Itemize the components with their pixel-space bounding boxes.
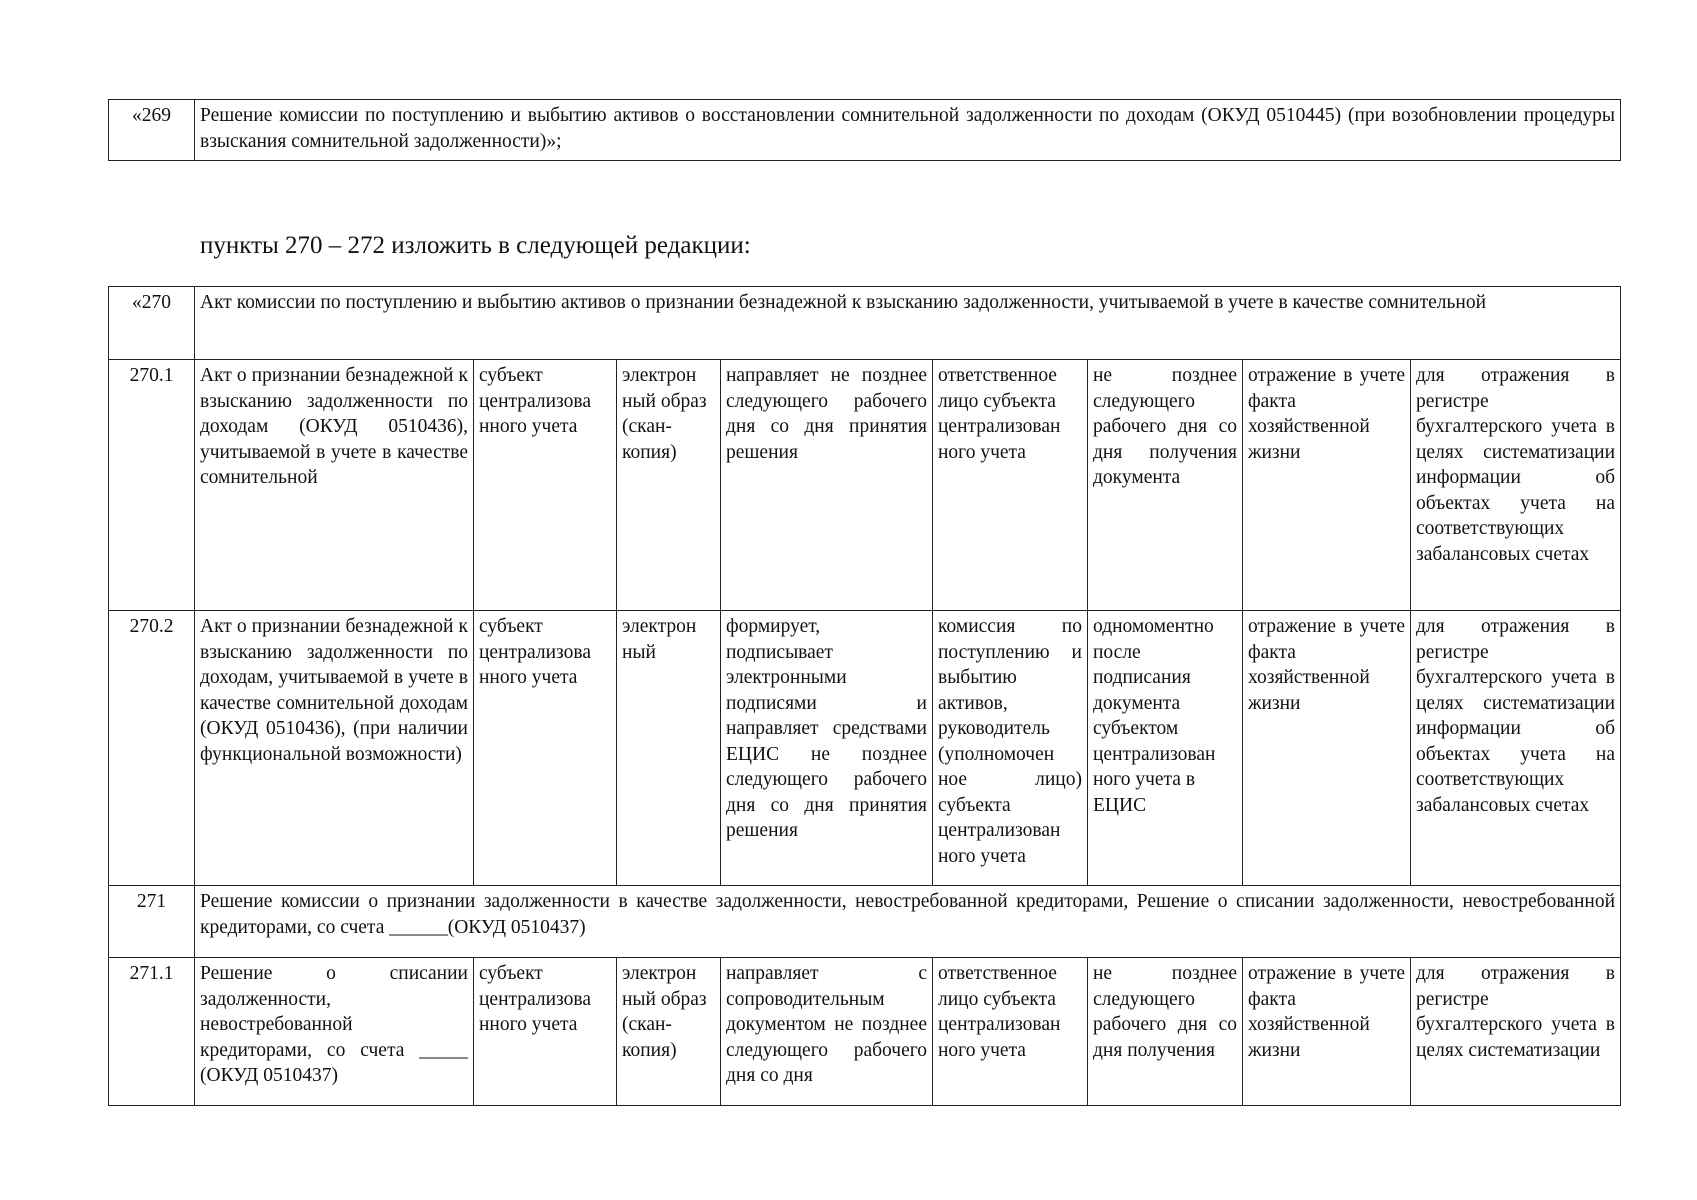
responsible-entity-cell: субъект централизова нного учета [474,611,617,886]
purpose-cell: для отражения в регистре бухгалтерского учета в целях систематизации информации об объектах учета на соответствующих забалансовых счетах [1411,611,1621,886]
recipient-cell: комиссия по поступлению и выбытию активов, руководитель (уполномочен ное лицо) субъекта централизован ного учета [933,611,1088,886]
item-number: 270.2 [109,611,195,886]
operation-cell: отражение в учете факта хозяйственной жизни [1243,360,1411,611]
amendment-intro: пункты 270 – 272 изложить в следующей редакции: [200,232,751,259]
table-row-269 [109,100,1621,161]
operation-cell: отражение в учете факта хозяйственной жизни [1243,611,1411,886]
recipient-cell: ответственное лицо субъекта централизован ного учета [933,958,1088,1106]
operation-cell: отражение в учете факта хозяйственной жизни [1243,958,1411,1106]
document-form-cell: электрон ный образ (скан-копия) [617,958,721,1106]
item-number: «269 [109,100,195,161]
item-description: Решение комиссии по поступлению и выбытию активов о восстановлении сомнительной задолженности по доходам (ОКУД 0510445) (при возобновлении процедуры взыскания сомнительной задолженности)»; [195,100,1621,161]
action-cell: направляет с сопроводительным документом не позднее следующего рабочего дня со дня [721,958,933,1106]
purpose-cell: для отражения в регистре бухгалтерского учета в целях систематизации [1411,958,1621,1106]
document-form-cell: электрон ный [617,611,721,886]
responsible-entity-cell: субъект централизова нного учета [474,360,617,611]
document-name-cell: Решение о списании задолженности, невостребованной кредиторами, со счета _____ (ОКУД 0510437) [195,958,474,1106]
item-number: 271.1 [109,958,195,1106]
recipient-cell: ответственное лицо субъекта централизован ного учета [933,360,1088,611]
deadline-cell: не позднее следующего рабочего дня со дня получения [1088,958,1243,1106]
item-number: «270 [109,287,195,360]
deadline-cell: не позднее следующего рабочего дня со дня получения документа [1088,360,1243,611]
item-number: 271 [109,886,195,958]
table-row-270-1 [109,360,1621,611]
table-row-271-1 [109,958,1621,1106]
action-cell: направляет не позднее следующего рабочего дня со дня принятия решения [721,360,933,611]
deadline-cell: одномоментно после подписания документа субъектом централизован ного учета в ЕЦИС [1088,611,1243,886]
table-row-270-2 [109,611,1621,886]
document-form-cell: электрон ный образ (скан-копия) [617,360,721,611]
table-items-270-271 [108,286,1621,1106]
table-item-269 [108,99,1621,161]
item-description: Решение комиссии о признании задолженности в качестве задолженности, невостребованной кредиторами, Решение о списании задолженности, невостребованной кредиторами, со счета ______(ОКУД 0510437) [195,886,1621,958]
document-name-cell: Акт о признании безнадежной к взысканию задолженности по доходам, учитываемой в учете в качестве сомнительной доходам (ОКУД 0510436), (при наличии функциональной возможности) [195,611,474,886]
responsible-entity-cell: субъект централизова нного учета [474,958,617,1106]
document-name-cell: Акт о признании безнадежной к взысканию задолженности по доходам (ОКУД 0510436), учитываемой в учете в качестве сомнительной [195,360,474,611]
item-description: Акт комиссии по поступлению и выбытию активов о признании безнадежной к взысканию задолженности, учитываемой в учете в качестве сомнительной [195,287,1621,360]
item-number: 270.1 [109,360,195,611]
table-row-271 [109,886,1621,958]
action-cell: формирует, подписывает электронными подписями и направляет средствами ЕЦИС не позднее следующего рабочего дня со дня принятия решения [721,611,933,886]
purpose-cell: для отражения в регистре бухгалтерского учета в целях систематизации информации об объектах учета на соответствующих забалансовых счетах [1411,360,1621,611]
table-row-270 [109,287,1621,360]
